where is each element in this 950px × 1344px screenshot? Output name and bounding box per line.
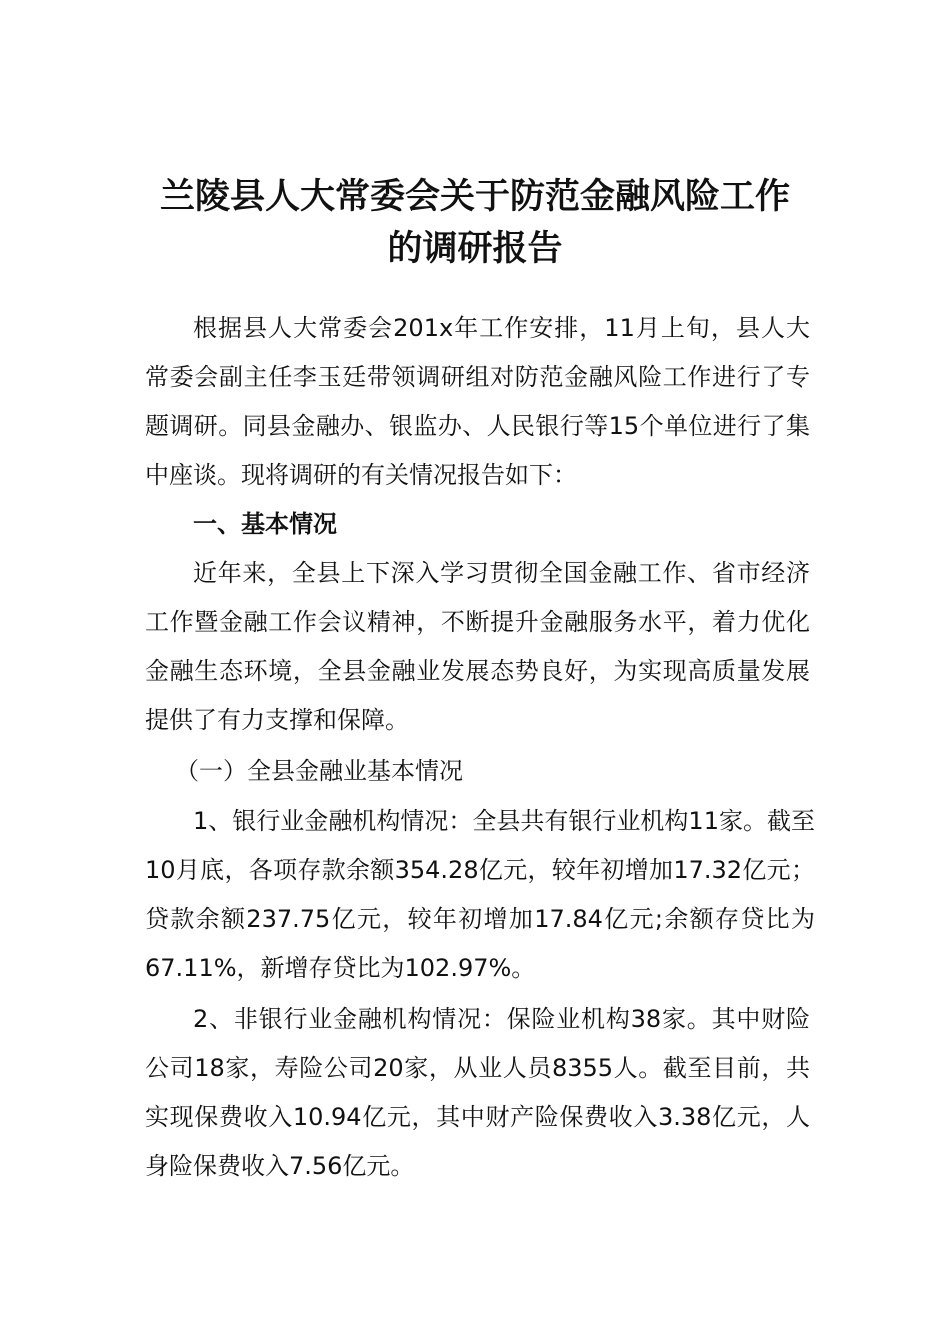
list-item-banking-institutions: 1、银行业金融机构情况：全县共有银行业机构11家。截至10月底，各项存款余额354.28亿元，较年初增加17.32亿元；贷款余额237.75亿元，较年初增加17.84亿元;余额存贷比为67.11%，新增存贷比为102.97%。: [145, 807, 815, 982]
section-paragraph-overview: 近年来，全县上下深入学习贯彻全国金融工作、省市经济工作暨金融工作会议精神，不断提升金融服务水平，着力优化金融生态环境，全县金融业发展态势良好，为实现高质量发展提供了有力支撑和保障。: [145, 559, 810, 734]
subsection-heading-finance-industry: （一）全县金融业基本情况: [175, 757, 463, 785]
section-heading-basic-situation: 一、基本情况: [193, 510, 337, 538]
document-title-line-1: 兰陵县人大常委会关于防范金融风险工作: [159, 176, 790, 217]
intro-paragraph: 根据县人大常委会201x年工作安排，11月上旬，县人大常委会副主任李玉廷带领调研组对防范金融风险工作进行了专题调研。同县金融办、银监办、人民银行等15个单位进行了集中座谈。现将调研的有关情况报告如下：: [145, 314, 810, 489]
list-item-non-banking-institutions: 2、非银行业金融机构情况：保险业机构38家。其中财险公司18家，寿险公司20家，从业人员8355人。截至目前，共实现保费收入10.94亿元，其中财产险保费收入3.38亿元，人身险保费收入7.56亿元。: [145, 1005, 810, 1180]
document-title-line-2: 的调研报告: [387, 228, 563, 269]
